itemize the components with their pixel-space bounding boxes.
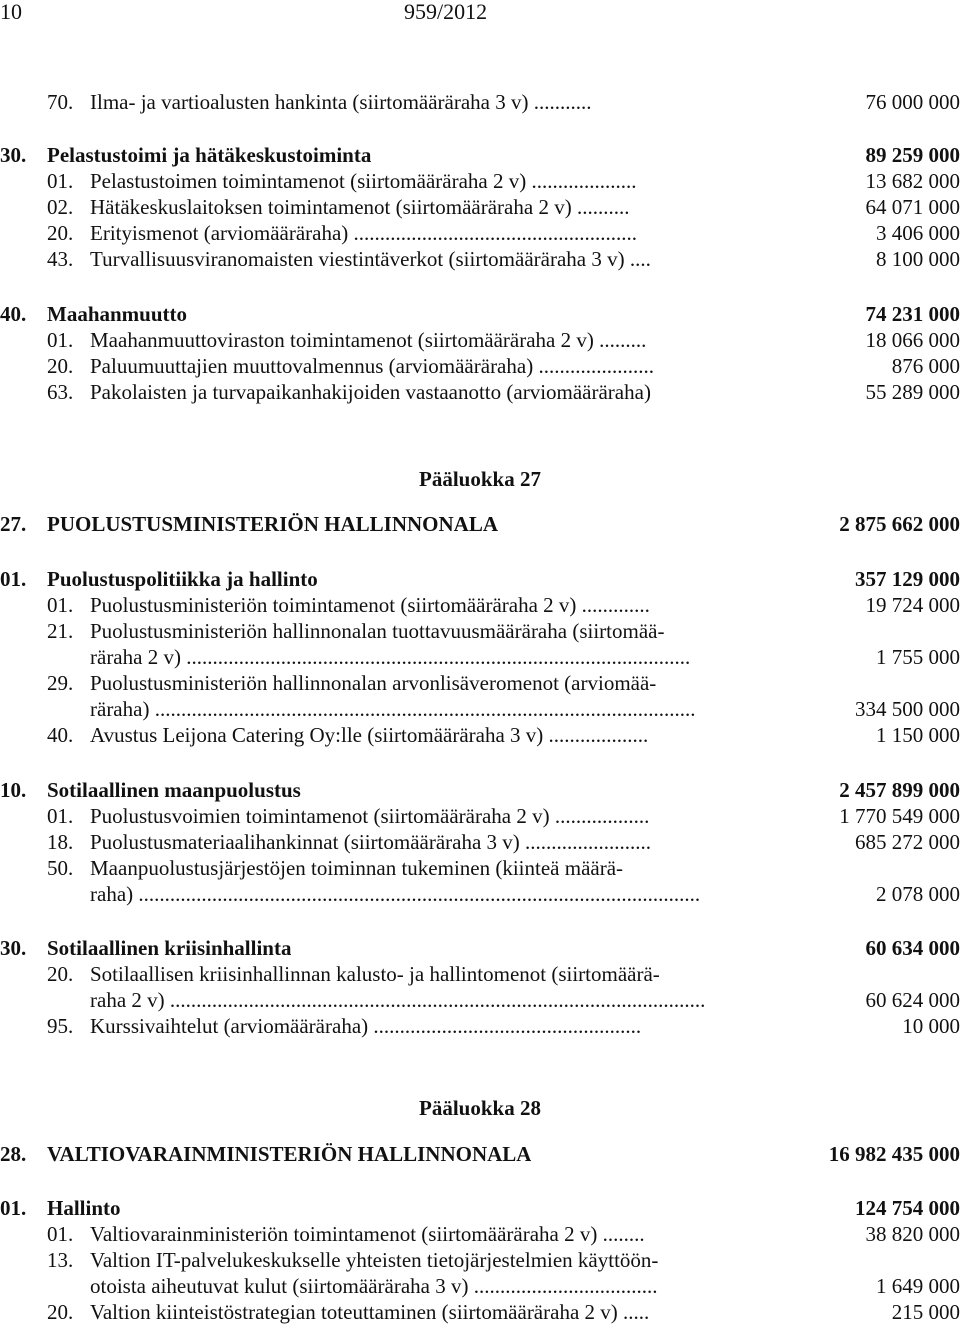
- row-number: 63.: [47, 380, 74, 404]
- row-title: Puolustuspolitiikka ja hallinto: [47, 567, 318, 591]
- row-amount: 1 770 549 000: [839, 804, 960, 828]
- row-amount: 215 000: [891, 1300, 960, 1324]
- budget-row: [0, 1299, 960, 1325]
- row-amount: 16 982 435 000: [828, 1142, 960, 1166]
- budget-row: [0, 803, 960, 829]
- budget-row: [0, 353, 960, 379]
- row-number: 28.: [0, 1142, 27, 1166]
- budget-row-continuation: [0, 1273, 960, 1299]
- row-title: PUOLUSTUSMINISTERIÖN HALLINNONALA: [47, 512, 498, 536]
- budget-row: [0, 618, 960, 644]
- row-title: Hätäkeskuslaitoksen toimintamenot (siirtomääräraha 2 v) ..........: [90, 195, 630, 219]
- budget-section-row: [0, 1195, 960, 1221]
- budget-row: [0, 829, 960, 855]
- row-amount: 60 624 000: [865, 988, 960, 1012]
- main-class-27-heading: Pääluokka 27: [419, 467, 541, 491]
- budget-row: [0, 722, 960, 748]
- budget-row: [0, 168, 960, 194]
- main-class-28-heading: Pääluokka 28: [419, 1096, 541, 1120]
- row-title: Sotilaallisen kriisinhallinnan kalusto- ja hallintomenot (siirtomäärä-: [90, 962, 660, 986]
- budget-section-row: [0, 777, 960, 803]
- row-number: 30.: [0, 936, 27, 960]
- row-title: Puolustusmateriaalihankinnat (siirtomääräraha 3 v) ........................: [90, 830, 652, 854]
- row-amount: 1 150 000: [876, 723, 960, 747]
- budget-row: [0, 855, 960, 881]
- row-amount: 2 875 662 000: [839, 512, 960, 536]
- row-number: 20.: [47, 962, 74, 986]
- row-amount: 2 078 000: [876, 882, 960, 906]
- row-title: Ilma- ja vartioalusten hankinta (siirtomääräraha 3 v) ...........: [90, 90, 592, 114]
- row-number: 01.: [0, 1196, 27, 1220]
- row-amount: 10 000: [902, 1014, 960, 1038]
- row-title: Turvallisuusviranomaisten viestintäverkot (siirtomääräraha 3 v) ....: [90, 247, 651, 271]
- row-amount: 334 500 000: [855, 697, 960, 721]
- row-number: 43.: [47, 247, 74, 271]
- row-title: Puolustusvoimien toimintamenot (siirtomääräraha 2 v) ..................: [90, 804, 650, 828]
- row-number: 40.: [47, 723, 74, 747]
- row-amount: 124 754 000: [855, 1196, 960, 1220]
- budget-row: [0, 194, 960, 220]
- budget-section-row: [0, 142, 960, 168]
- row-amount: 357 129 000: [855, 567, 960, 591]
- main-class-row: [0, 511, 960, 537]
- document-number: 959/2012: [404, 0, 488, 24]
- row-title: Sotilaallinen kriisinhallinta: [47, 936, 292, 960]
- row-number: 50.: [47, 856, 74, 880]
- row-amount: 74 231 000: [865, 302, 960, 326]
- budget-section-row: [0, 566, 960, 592]
- row-title: Valtion kiinteistöstrategian toteuttaminen (siirtomääräraha 2 v) .....: [90, 1300, 650, 1324]
- row-title: otoista aiheutuvat kulut (siirtomääräraha 3 v) ...................................: [90, 1274, 658, 1298]
- row-number: 30.: [0, 143, 27, 167]
- row-number: 01.: [47, 1222, 74, 1246]
- row-number: 01.: [47, 169, 74, 193]
- row-number: 95.: [47, 1014, 74, 1038]
- row-number: 40.: [0, 302, 27, 326]
- budget-row-continuation: [0, 881, 960, 907]
- row-amount: 18 066 000: [865, 328, 960, 352]
- row-title: Pakolaisten ja turvapaikanhakijoiden vastaanotto (arviomääräraha): [90, 380, 651, 404]
- row-title: raha) ...........................................................................................................: [90, 882, 701, 906]
- budget-row: [0, 89, 960, 115]
- row-number: 18.: [47, 830, 74, 854]
- row-amount: 13 682 000: [865, 169, 960, 193]
- row-title: räraha 2 v) ................................................................................................: [90, 645, 691, 669]
- row-title: Pelastustoimen toimintamenot (siirtomääräraha 2 v) ....................: [90, 169, 637, 193]
- row-title: Valtion IT-palvelukeskukselle yhteisten tietojärjestelmien käyttöön-: [90, 1248, 659, 1272]
- row-number: 01.: [47, 804, 74, 828]
- row-number: 21.: [47, 619, 74, 643]
- budget-row: [0, 1221, 960, 1247]
- main-class-row: [0, 1141, 960, 1167]
- row-amount: 3 406 000: [876, 221, 960, 245]
- budget-row-continuation: [0, 644, 960, 670]
- row-number: 01.: [0, 567, 27, 591]
- budget-row: [0, 1247, 960, 1273]
- row-amount: 685 272 000: [855, 830, 960, 854]
- row-amount: 89 259 000: [865, 143, 960, 167]
- row-number: 10.: [0, 778, 27, 802]
- row-number: 20.: [47, 354, 74, 378]
- row-number: 13.: [47, 1248, 74, 1272]
- row-title: Maahanmuuttoviraston toimintamenot (siirtomääräraha 2 v) .........: [90, 328, 647, 352]
- row-amount: 55 289 000: [865, 380, 960, 404]
- row-amount: 19 724 000: [865, 593, 960, 617]
- row-amount: 64 071 000: [865, 195, 960, 219]
- budget-row: [0, 961, 960, 987]
- page-number: 10: [0, 0, 22, 24]
- budget-section-row: [0, 935, 960, 961]
- row-amount: 876 000: [891, 354, 960, 378]
- row-title: Hallinto: [47, 1196, 121, 1220]
- budget-row: [0, 246, 960, 272]
- row-amount: 1 755 000: [876, 645, 960, 669]
- budget-row: [0, 327, 960, 353]
- row-number: 01.: [47, 593, 74, 617]
- row-title: Sotilaallinen maanpuolustus: [47, 778, 301, 802]
- row-title: Erityismenot (arviomääräraha) ......................................................: [90, 221, 638, 245]
- row-amount: 8 100 000: [876, 247, 960, 271]
- row-title: Puolustusministeriön toimintamenot (siirtomääräraha 2 v) .............: [90, 593, 650, 617]
- row-amount: 2 457 899 000: [839, 778, 960, 802]
- row-title: Puolustusministeriön hallinnonalan arvonlisäveromenot (arviomää-: [90, 671, 657, 695]
- budget-section-row: [0, 301, 960, 327]
- budget-row: [0, 592, 960, 618]
- budget-row: [0, 1013, 960, 1039]
- row-title: VALTIOVARAINMINISTERIÖN HALLINNONALA: [47, 1142, 532, 1166]
- row-title: Maanpuolustusjärjestöjen toiminnan tukeminen (kiinteä määrä-: [90, 856, 624, 880]
- row-title: Valtiovarainministeriön toimintamenot (siirtomääräraha 2 v) ........: [90, 1222, 645, 1246]
- row-title: Puolustusministeriön hallinnonalan tuottavuusmääräraha (siirtomää-: [90, 619, 665, 643]
- row-title: Paluumuuttajien muuttovalmennus (arviomääräraha) ......................: [90, 354, 654, 378]
- row-amount: 1 649 000: [876, 1274, 960, 1298]
- row-number: 27.: [0, 512, 27, 536]
- budget-row: [0, 670, 960, 696]
- budget-row-continuation: [0, 696, 960, 722]
- row-number: 02.: [47, 195, 74, 219]
- row-amount: 60 634 000: [865, 936, 960, 960]
- row-number: 01.: [47, 328, 74, 352]
- row-title: räraha) .......................................................................................................: [90, 697, 696, 721]
- row-title: Kurssivaihtelut (arviomääräraha) ...................................................: [90, 1014, 642, 1038]
- row-title: Maahanmuutto: [47, 302, 188, 326]
- row-title: Avustus Leijona Catering Oy:lle (siirtomääräraha 3 v) ...................: [90, 723, 649, 747]
- budget-row-continuation: [0, 987, 960, 1013]
- budget-row: [0, 379, 960, 405]
- row-number: 20.: [47, 1300, 74, 1324]
- budget-row: [0, 220, 960, 246]
- row-number: 70.: [47, 90, 74, 114]
- row-number: 29.: [47, 671, 74, 695]
- row-number: 20.: [47, 221, 74, 245]
- row-amount: 76 000 000: [865, 90, 960, 114]
- row-title: Pelastustoimi ja hätäkeskustoiminta: [47, 143, 372, 167]
- row-title: raha 2 v) ......................................................................................................: [90, 988, 706, 1012]
- row-amount: 38 820 000: [865, 1222, 960, 1246]
